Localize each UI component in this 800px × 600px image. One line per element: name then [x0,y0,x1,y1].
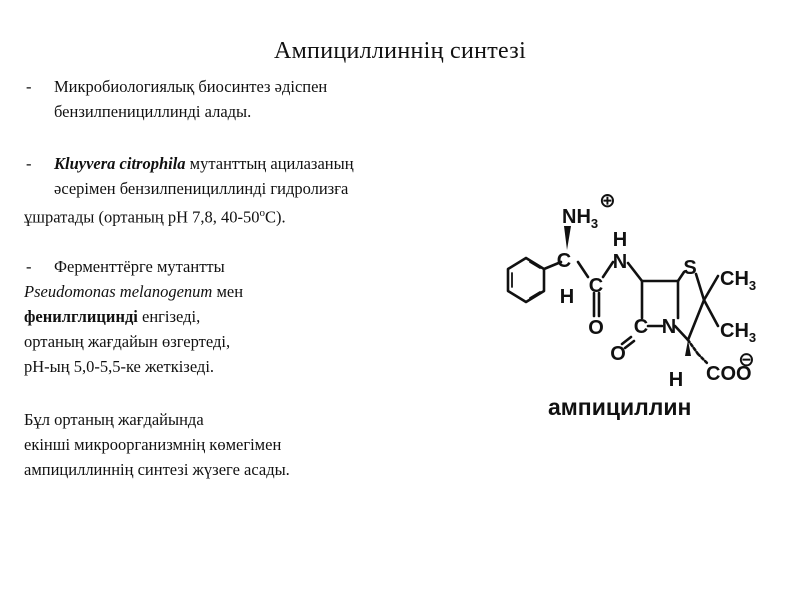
text-line: ампициллиннің синтезі жүзеге асады. [24,459,290,479]
text-fragment: мутанттың ацилазаның [185,154,354,173]
bullet-kluyvera [24,151,464,201]
positive-charge: ⊕ [599,190,616,212]
atom-h-bottom: H [668,369,684,391]
text-line: рН-ың 5,0-5,5-ке жеткізеді. [24,356,215,376]
text-line: Микробиологиялық биосинтез әдіспен [54,77,328,96]
carboxylate-group: COO [706,363,752,385]
text-line: Бұл ортаның жағдайында [24,409,204,429]
wedge-bond [564,226,571,250]
bullet-enzymes [24,254,464,279]
compound-name: фенилглицинді [24,306,138,326]
text-fragment: енгізеді, [137,306,201,326]
text-line: бензилпенициллинді алады. [54,102,252,121]
text-line: ортаның жағдайын өзгертеді, [24,331,231,351]
bullet-dash: - [26,77,32,96]
organism-name: Pseudomonas melanogenum [24,281,213,301]
atom-n-amide: N [612,251,628,273]
text-line: Ферменттёрге мутантты [54,256,225,276]
atom-c-lactam: C [633,316,649,338]
text-line [54,151,464,176]
structure-caption: ампициллин [548,394,692,420]
atom-o-lactam: O [610,343,626,365]
atom-h-alpha: H [559,286,575,308]
text-fragment: ұшратады (ортаның рН 7,8, 40-50 [24,207,260,227]
atom-n-ring: N [661,316,677,338]
slide-title: Ампициллиннің синтезі [273,38,527,64]
text-line [24,304,464,329]
atom-c-amide: C [588,275,604,297]
organism-name: Kluyvera citrophila [54,154,186,173]
slide-body [24,74,464,482]
negative-charge: ⊖ [738,349,755,371]
bullet-dash: - [26,256,32,276]
bullet-dash: - [26,154,32,173]
atom-o-amide: O [588,317,604,339]
text-line: екінші микроорганизмнің көмегімен [24,434,282,454]
text-line [24,279,464,304]
benzene-ring [508,258,544,302]
atom-h-amide: H [612,229,628,251]
methyl-group-bottom: $CH_3$ [720,320,757,345]
methyl-group-top: $CH_3$ [720,268,757,293]
atom-nh3: $NH_3$ [562,206,599,231]
text-fragment: С). [265,207,286,227]
text-line [24,201,464,230]
bullet-biosynthesis [24,74,464,124]
text-fragment: мен [212,281,244,301]
ampicillin-structure [488,190,788,430]
atom-sulfur: S [683,257,697,279]
text-line: әсерімен бензилпенициллинді гидролизға [54,179,349,198]
atom-c-alpha: C [556,250,572,272]
degree-mark: о [259,207,265,219]
